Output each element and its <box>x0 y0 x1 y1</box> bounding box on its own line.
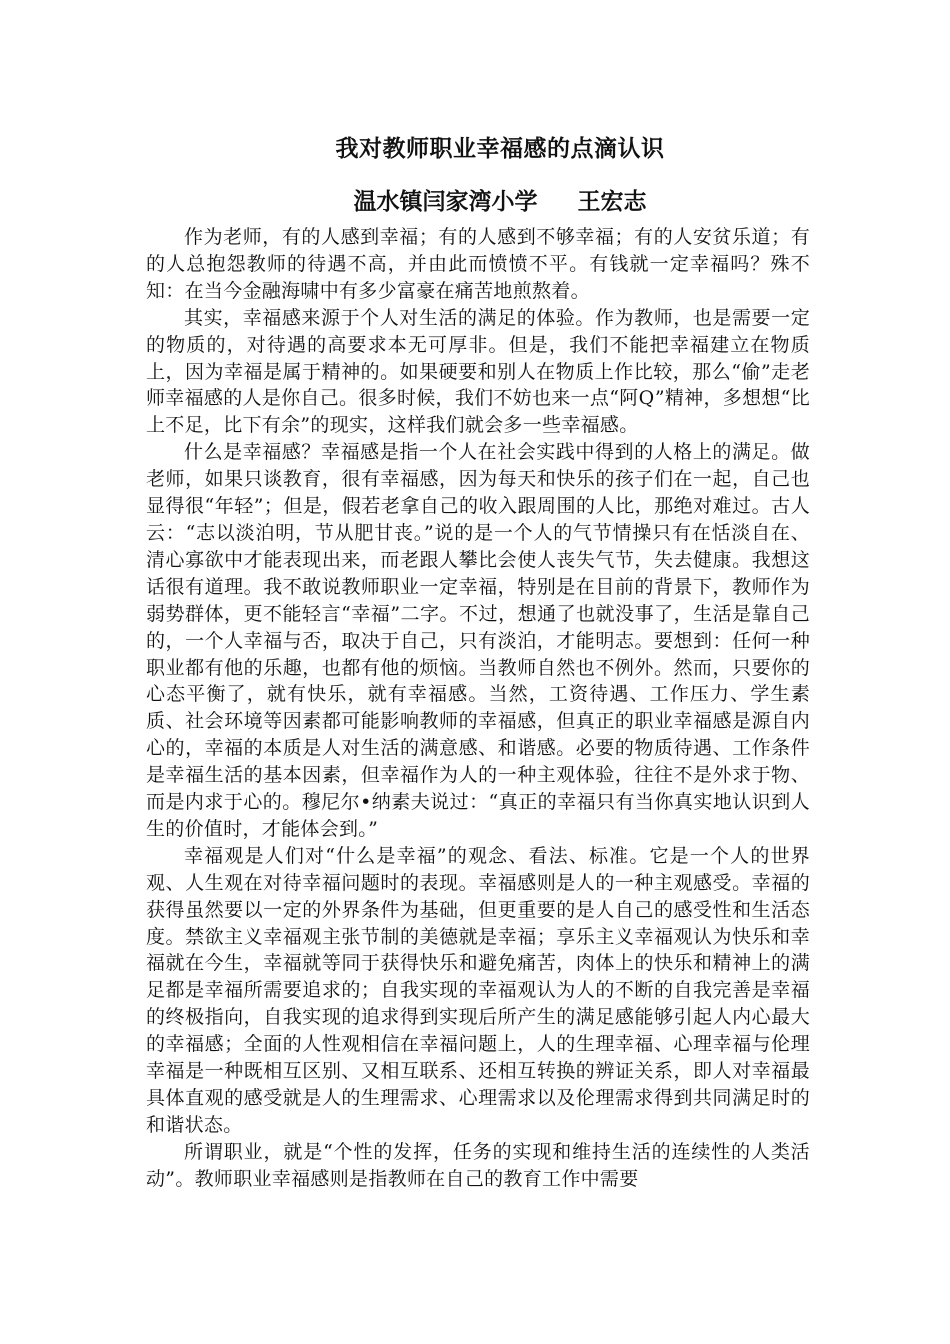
document-title: 我对教师职业幸福感的点滴认识 <box>335 135 665 162</box>
author-school: 温水镇闫家湾小学 <box>353 188 538 215</box>
document-body <box>146 224 810 1193</box>
author-name: 王宏志 <box>577 188 647 215</box>
paragraph: 作为老师，有的人感到幸福；有的人感到不够幸福；有的人安贫乐道；有的人总抱怨教师的待遇不高，并由此而愤愤不平。有钱就一定幸福吗？殊不知：在当今金融海啸中有多少富豪在痛苦地煎熬着。 <box>146 226 810 302</box>
paragraph: 幸福观是人们对“什么是幸福”的观念、看法、标准。它是一个人的世界观、人生观在对待幸福问题时的表现。幸福感则是人的一种主观感受。幸福的获得虽然要以一定的外界条件为基础，但更重要的是人自己的感受性和生活态度。禁欲主义幸福观主张节制的美德就是幸福；享乐主义幸福观认为快乐和幸福就在今生，幸福就等同于获得快乐和避免痛苦，肉体上的快乐和精神上的满足都是幸福所需要追求的；自我实现的幸福观认为人的不断的自我完善是幸福的终极指向，自我实现的追求得到实现后所产生的满足感能够引起人内心最大的幸福感；全面的人性观相信在幸福问题上，人的生理幸福、心理幸福与伦理幸福是一种既相互区别、又相互联系、还相互转换的辨证关系，即人对幸福最具体直观的感受就是人的生理需求、心理需求以及伦理需求得到共同满足时的和谐状态。 <box>146 844 810 1136</box>
paragraph: 什么是幸福感？幸福感是指一个人在社会实践中得到的人格上的满足。做老师，如果只谈教育，很有幸福感，因为每天和快乐的孩子们在一起，自己也显得很“年轻”；但是，假若老拿自己的收入跟周围的人比，那绝对难过。古人云：“志以淡泊明，节从肥甘丧。”说的是一个人的气节情操只有在恬淡自在、清心寡欲中才能表现出来，而老跟人攀比会使人丧失气节，失去健康。我想这话很有道理。我不敢说教师职业一定幸福，特别是在目前的背景下，教师作为弱势群体，更不能轻言“幸福”二字。不过，想通了也就没事了，生活是靠自己的，一个人幸福与否，取决于自己，只有淡泊，才能明志。要想到：任何一种职业都有他的乐趣，也都有他的烦恼。当教师自然也不例外。然而，只要你的心态平衡了，就有快乐，就有幸福感。当然，工资待遇、工作压力、学生素质、社会环境等因素都可能影响教师的幸福感，但真正的职业幸福感是源自内心的，幸福的本质是人对生活的满意感、和谐感。必要的物质待遇、工作条件是幸福生活的基本因素，但幸福作为人的一种主观体验，往往不是外求于物、而是内求于心的。穆尼尔•纳素夫说过：“真正的幸福只有当你真实地认识到人生的价值时，才能体会到。” <box>146 441 810 840</box>
paragraph: 所谓职业，就是“个性的发挥，任务的实现和维持生活的连续性的人类活动”。教师职业幸福感则是指教师在自己的教育工作中需要 <box>146 1140 810 1190</box>
author-line <box>0 186 950 218</box>
paragraph: 其实，幸福感来源于个人对生活的满足的体验。作为教师，也是需要一定的物质的，对待遇的高要求本无可厚非。但是，我们不能把幸福建立在物质上，因为幸福是属于精神的。如果硬要和别人在物质上作比较，那么“偷”走老师幸福感的人是你自己。很多时候，我们不妨也来一点“阿Q”精神，多想想“比上不足，比下有余”的现实，这样我们就会多一些幸福感。 <box>146 306 810 437</box>
